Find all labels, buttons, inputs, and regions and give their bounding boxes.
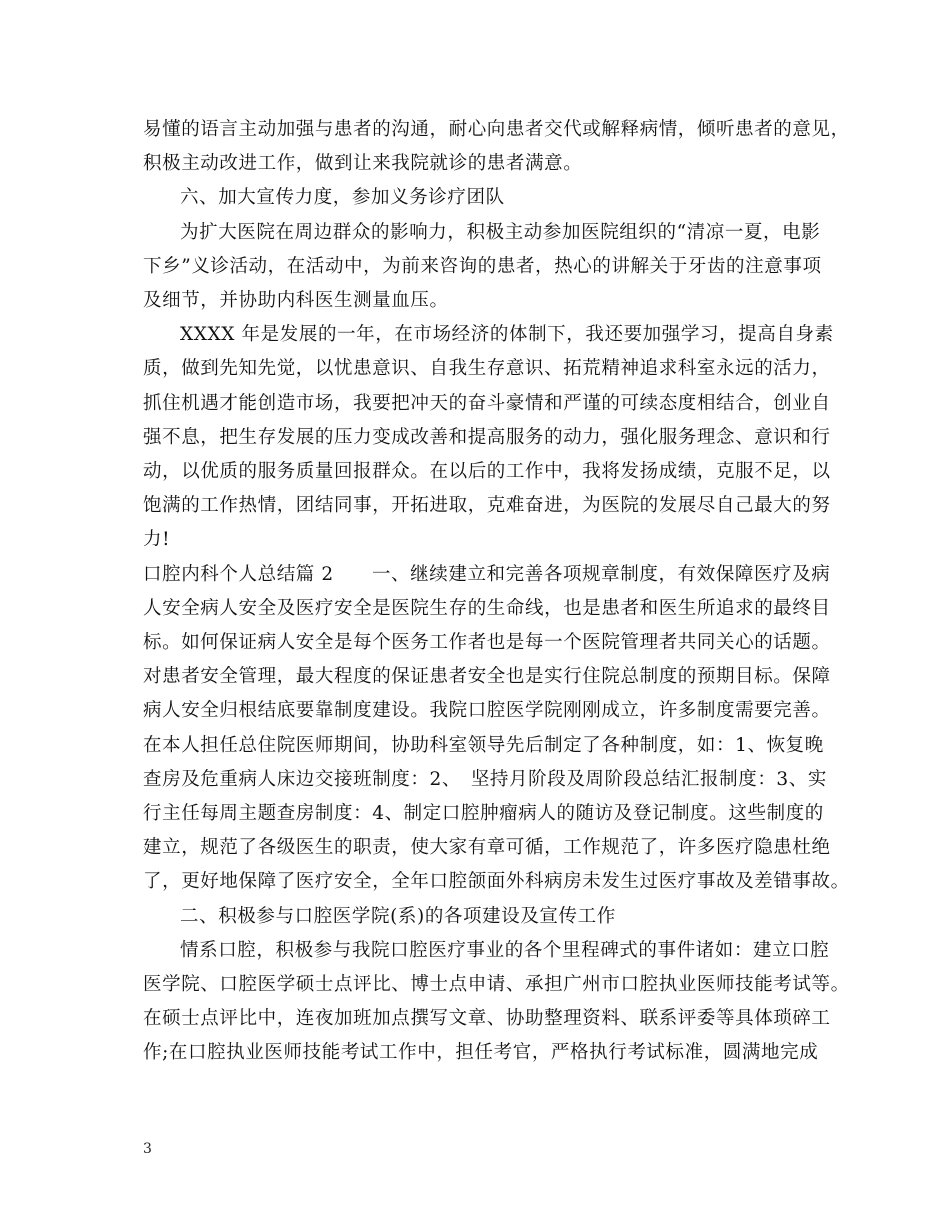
text-line: 抓住机遇才能创造市场，我要把冲天的奋斗豪情和严谨的可续态度相结合，创业自 (143, 392, 831, 414)
text-line: 强不息，把生存发展的压力变成改善和提高服务的动力，强化服务理念、意识和行 (143, 426, 831, 448)
text-line: XXXX 年是发展的一年，在市场经济的体制下，我还要加强学习，提高自身素 (180, 324, 834, 346)
text-line: 口腔内科个人总结篇 2 一、继续建立和完善各项规章制度，有效保障医疗及病 (143, 563, 831, 585)
section-heading: 六、加大宣传力度，参加义务诊疗团队 (180, 187, 505, 209)
text-line: 及细节，并协助内科医生测量血压。 (143, 290, 449, 311)
text-line: 动，以优质的服务质量回报群众。在以后的工作中，我将发扬成绩，克服不足，以 (143, 461, 831, 482)
text-line: 在硕士点评比中，连夜加班加点撰写文章、协助整理资料、联系评委等具体琐碎工 (143, 1008, 831, 1030)
text-line: 在本人担任总住院医师期间，协助科室领导先后制定了各种制度，如：1、恢复晚 (143, 734, 824, 756)
text-line: 力! (143, 529, 171, 551)
section-heading: 二、积极参与口腔医学院(系)的各项建设及宣传工作 (180, 905, 616, 927)
text-line: 下乡”义诊活动，在活动中，为前来咨询的患者，热心的讲解关于牙齿的注意事项 (143, 255, 822, 277)
text-line: 了，更好地保障了医疗安全，全年口腔颌面外科病房未发生过医疗事故及差错事故。 (143, 871, 850, 893)
text-line: 建立，规范了各级医生的职责，使大家有章可循，工作规范了，许多医疗隐患杜绝 (143, 837, 831, 859)
text-line: 情系口腔，积极参与我院口腔医疗事业的各个里程碑式的事件诸如：建立口腔 (180, 939, 830, 961)
text-line: 人安全病人安全及医疗安全是医院生存的生命线，也是患者和医生所追求的最终目 (143, 597, 831, 619)
text-line: 为扩大医院在周边群众的影响力，积极主动参加医院组织的“清凉一夏，电影 (180, 221, 821, 243)
text-line: 查房及危重病人床边交接班制度：2、 坚持月阶段及周阶段总结汇报制度：3、实 (143, 768, 827, 790)
text-line: 医学院、口腔医学硕士点评比、博士点申请、承担广州市口腔执业医师技能考试等。 (143, 974, 850, 995)
text-line: 行主任每周主题查房制度：4、制定口腔肿瘤病人的随访及登记制度。这些制度的 (143, 803, 824, 824)
text-line: 积极主动改进工作，做到让来我院就诊的患者满意。 (143, 153, 583, 175)
text-line: 质，做到先知先觉，以忧患意识、自我生存意识、拓荒精神追求科室永远的活力， (143, 358, 831, 380)
text-line: 易懂的语言主动加强与患者的沟通，耐心向患者交代或解释病情，倾听患者的意见， (143, 119, 850, 140)
text-line: 病人安全归根结底要靠制度建设。我院口腔医学院刚刚成立，许多制度需要完善。 (143, 700, 831, 722)
text-line: 饱满的工作热情，团结同事，开拓进取，克难奋进，为医院的发展尽自己最大的努 (143, 495, 831, 517)
text-line: 标。如何保证病人安全是每个医务工作者也是每一个医院管理者共同关心的话题。 (143, 632, 831, 653)
text-line: 对患者安全管理，最大程度的保证患者安全也是实行住院总制度的预期目标。保障 (143, 666, 831, 688)
page-number: 3 (143, 1141, 152, 1157)
text-line: 作;在口腔执业医师技能考试工作中，担任考官，严格执行考试标准，圆满地完成 (143, 1042, 819, 1064)
